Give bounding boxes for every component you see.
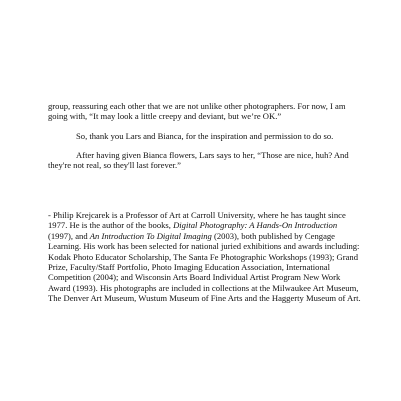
- bio-text: 1977. He is the author of the books,: [48, 220, 174, 231]
- bio-line: Learning. His work has been selected for national juried exhibitions and awards including:: [48, 241, 360, 252]
- bio-line: [48, 231, 361, 241]
- paragraph-line: they're not real, so they'll last forever.”: [48, 160, 181, 171]
- paragraph-line: group, reassuring each other that we are not unlike other photographers. For now, I am: [48, 101, 346, 111]
- bio-line: Prize, Faculty/Staff Portfolio, Photo Imaging Education Association, International: [48, 262, 330, 273]
- bio-text: (2003), both published by Cengage: [211, 230, 336, 241]
- bio-line: The Denver Art Museum, Wustum Museum of Fine Arts and the Haggerty Museum of Art.: [48, 293, 361, 304]
- book-title: Digital Photography: A Hands-On Introduction: [173, 220, 338, 231]
- bio-line: Award (1993). His photographs are included in collections at the Milwaukee Art Museum,: [48, 282, 359, 293]
- thanks-paragraph: [76, 131, 333, 141]
- paragraph-line: So, thank you Lars and Bianca, for the inspiration and permission to do so.: [76, 131, 334, 141]
- closing-paragraph: [48, 101, 346, 122]
- author-bio-note: [48, 210, 361, 304]
- bio-line: [48, 220, 361, 230]
- paragraph-line: After having given Bianca flowers, Lars says to her, “Those are nice, huh? And: [76, 150, 349, 160]
- paragraph-line: going with, “It may look a little creepy and deviant, but we’re OK.”: [48, 111, 282, 122]
- bio-line: Kodak Photo Educator Scholarship, The Santa Fe Photographic Workshops (1993); Grand: [48, 251, 358, 262]
- quote-paragraph: [48, 150, 349, 171]
- bio-text: (1997), and: [48, 230, 90, 241]
- book-title: An Introduction To Digital Imaging: [89, 230, 212, 241]
- bio-line: Competition (2004); and Wisconsin Arts Board Individual Artist Program New Work: [48, 272, 341, 283]
- bio-line: - Philip Krejcarek is a Professor of Art at Carroll University, where he has taught since: [48, 210, 346, 220]
